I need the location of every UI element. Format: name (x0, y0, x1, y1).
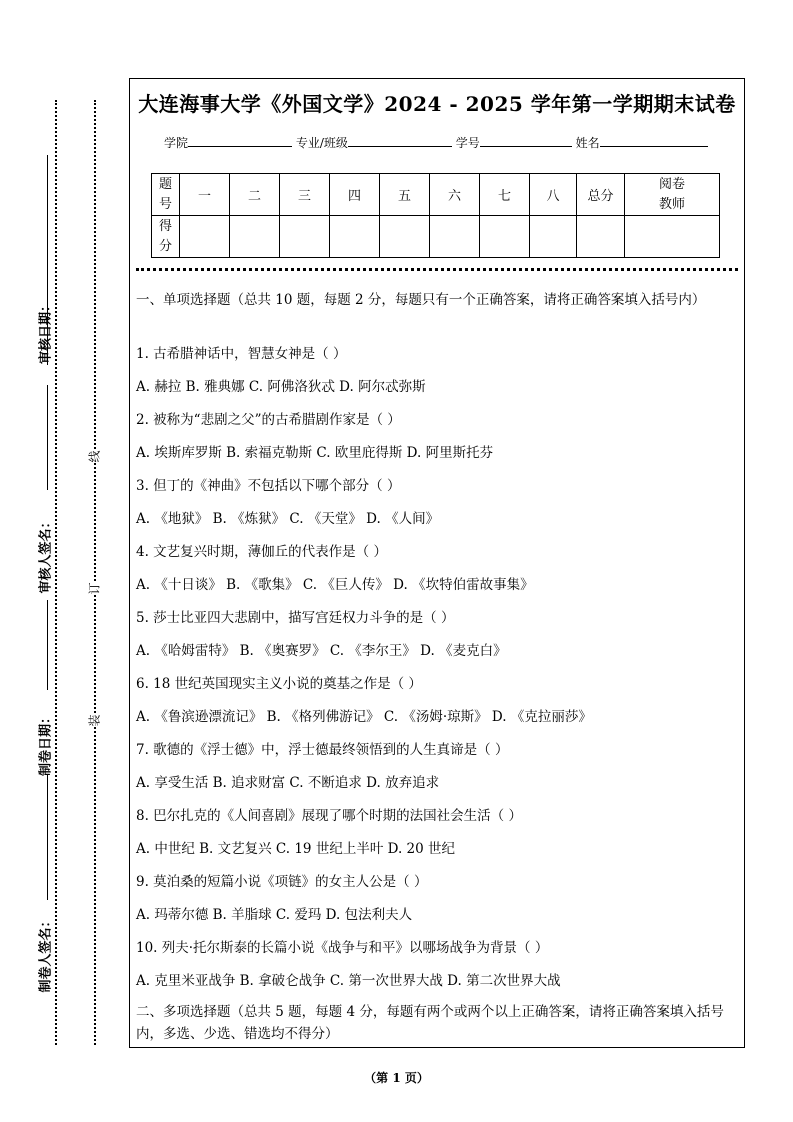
major-class-blank[interactable] (348, 134, 452, 147)
question-1-options: A. 赫拉 B. 雅典娜 C. 阿佛洛狄忒 D. 阿尔忒弥斯 (136, 379, 426, 395)
question-8-options: A. 中世纪 B. 文艺复兴 C. 19 世纪上半叶 D. 20 世纪 (136, 841, 456, 857)
col-7: 七 (480, 174, 530, 216)
question-2-options: A. 埃斯库罗斯 B. 索福克勒斯 C. 欧里庇得斯 D. 阿里斯托芬 (136, 445, 494, 461)
question-no-header: 题 号 (152, 174, 180, 216)
compile-date-label: 制卷日期： (38, 711, 54, 777)
binding-staple-mark: 订 (87, 582, 102, 595)
college-blank[interactable] (188, 134, 292, 147)
col-6: 六 (430, 174, 480, 216)
section2-heading: 二、多项选择题（总共 5 题，每题 4 分，每题有两个或两个以上正确答案，请将正确答案填入括号内，多选、少选、错选均不得分） (136, 1004, 724, 1042)
col-5: 五 (380, 174, 430, 216)
name-blank[interactable] (600, 134, 708, 147)
page-number: （第 1 页） (364, 1071, 429, 1085)
review-date-label: 审核日期： (38, 299, 54, 365)
score-cell[interactable] (577, 216, 625, 258)
question-4-options: A. 《十日谈》 B. 《歌集》 C. 《巨人传》 D. 《坎特伯雷故事集》 (136, 577, 534, 593)
score-cell[interactable] (330, 216, 380, 258)
score-row-label: 得 分 (152, 216, 180, 258)
grader-header: 阅卷 教师 (625, 174, 720, 216)
question-10-options: A. 克里米亚战争 B. 拿破仑战争 C. 第一次世界大战 D. 第二次世界大战 (136, 973, 561, 989)
question-9-options: A. 玛蒂尔德 B. 羊脂球 C. 爱玛 D. 包法利夫人 (136, 907, 413, 923)
score-cell[interactable] (430, 216, 480, 258)
question-9: 9. 莫泊桑的短篇小说《项链》的女主人公是（ ） (136, 874, 428, 890)
binding-line-mark: 线 (87, 450, 102, 463)
question-1: 1. 古希腊神话中，智慧女神是（ ） (136, 346, 347, 362)
exam-frame (129, 78, 745, 1048)
col-8: 八 (530, 174, 577, 216)
score-table (151, 173, 720, 258)
question-7-options: A. 享受生活 B. 追求财富 C. 不断追求 D. 放弃追求 (136, 775, 440, 791)
question-5: 5. 莎士比亚四大悲剧中，描写宫廷权力斗争的是（ ） (136, 610, 455, 626)
total-header: 总分 (577, 174, 625, 216)
col-1: 一 (180, 174, 230, 216)
question-7: 7. 歌德的《浮士德》中，浮士德最终领悟到的人生真谛是（ ） (136, 742, 509, 758)
score-cell[interactable] (625, 216, 720, 258)
col-4: 四 (330, 174, 380, 216)
binding-bind-mark: 装 (87, 714, 102, 727)
student-id-blank[interactable] (480, 134, 572, 147)
score-cell[interactable] (530, 216, 577, 258)
name-label: 姓名 (575, 136, 600, 150)
question-5-options: A. 《哈姆雷特》 B. 《奥赛罗》 C. 《李尔王》 D. 《麦克白》 (136, 643, 507, 659)
score-cell[interactable] (280, 216, 330, 258)
exam-title: 大连海事大学《外国文学》2024 - 2025 学年第一学期期末试卷 (138, 92, 736, 116)
question-3-options: A. 《地狱》 B. 《炼狱》 C. 《天堂》 D. 《人间》 (136, 511, 440, 527)
question-3: 3. 但丁的《神曲》不包括以下哪个部分（ ） (136, 478, 401, 494)
question-8: 8. 巴尔扎克的《人间喜剧》展现了哪个时期的法国社会生活（ ） (136, 808, 522, 824)
section1-heading: 一、单项选择题（总共 10 题，每题 2 分，每题只有一个正确答案，请将正确答案填入括号内） (136, 292, 706, 308)
reviewer-signature-label: 审核人签名： (38, 515, 54, 594)
score-cell[interactable] (380, 216, 430, 258)
question-10: 10. 列夫·托尔斯泰的长篇小说《战争与和平》以哪场战争为背景（ ） (136, 940, 549, 956)
student-info-row (164, 134, 708, 151)
dotted-separator (136, 268, 738, 271)
col-3: 三 (280, 174, 330, 216)
compiler-signature-label: 制卷人签名： (38, 914, 54, 993)
score-cell[interactable] (230, 216, 280, 258)
score-cell[interactable] (480, 216, 530, 258)
major-class-label: 专业/班级 (295, 136, 348, 150)
question-4: 4. 文艺复兴时期，薄伽丘的代表作是（ ） (136, 544, 387, 560)
question-6: 6. 18 世纪英国现实主义小说的奠基之作是（ ） (136, 676, 422, 692)
question-2: 2. 被称为“悲剧之父”的古希腊剧作家是（ ） (136, 412, 401, 428)
question-6-options: A. 《鲁滨逊漂流记》 B. 《格列佛游记》 C. 《汤姆·琼斯》 D. 《克拉丽莎》 (136, 709, 592, 725)
student-id-label: 学号 (455, 136, 480, 150)
score-cell[interactable] (180, 216, 230, 258)
college-label: 学院 (164, 136, 189, 150)
col-2: 二 (230, 174, 280, 216)
